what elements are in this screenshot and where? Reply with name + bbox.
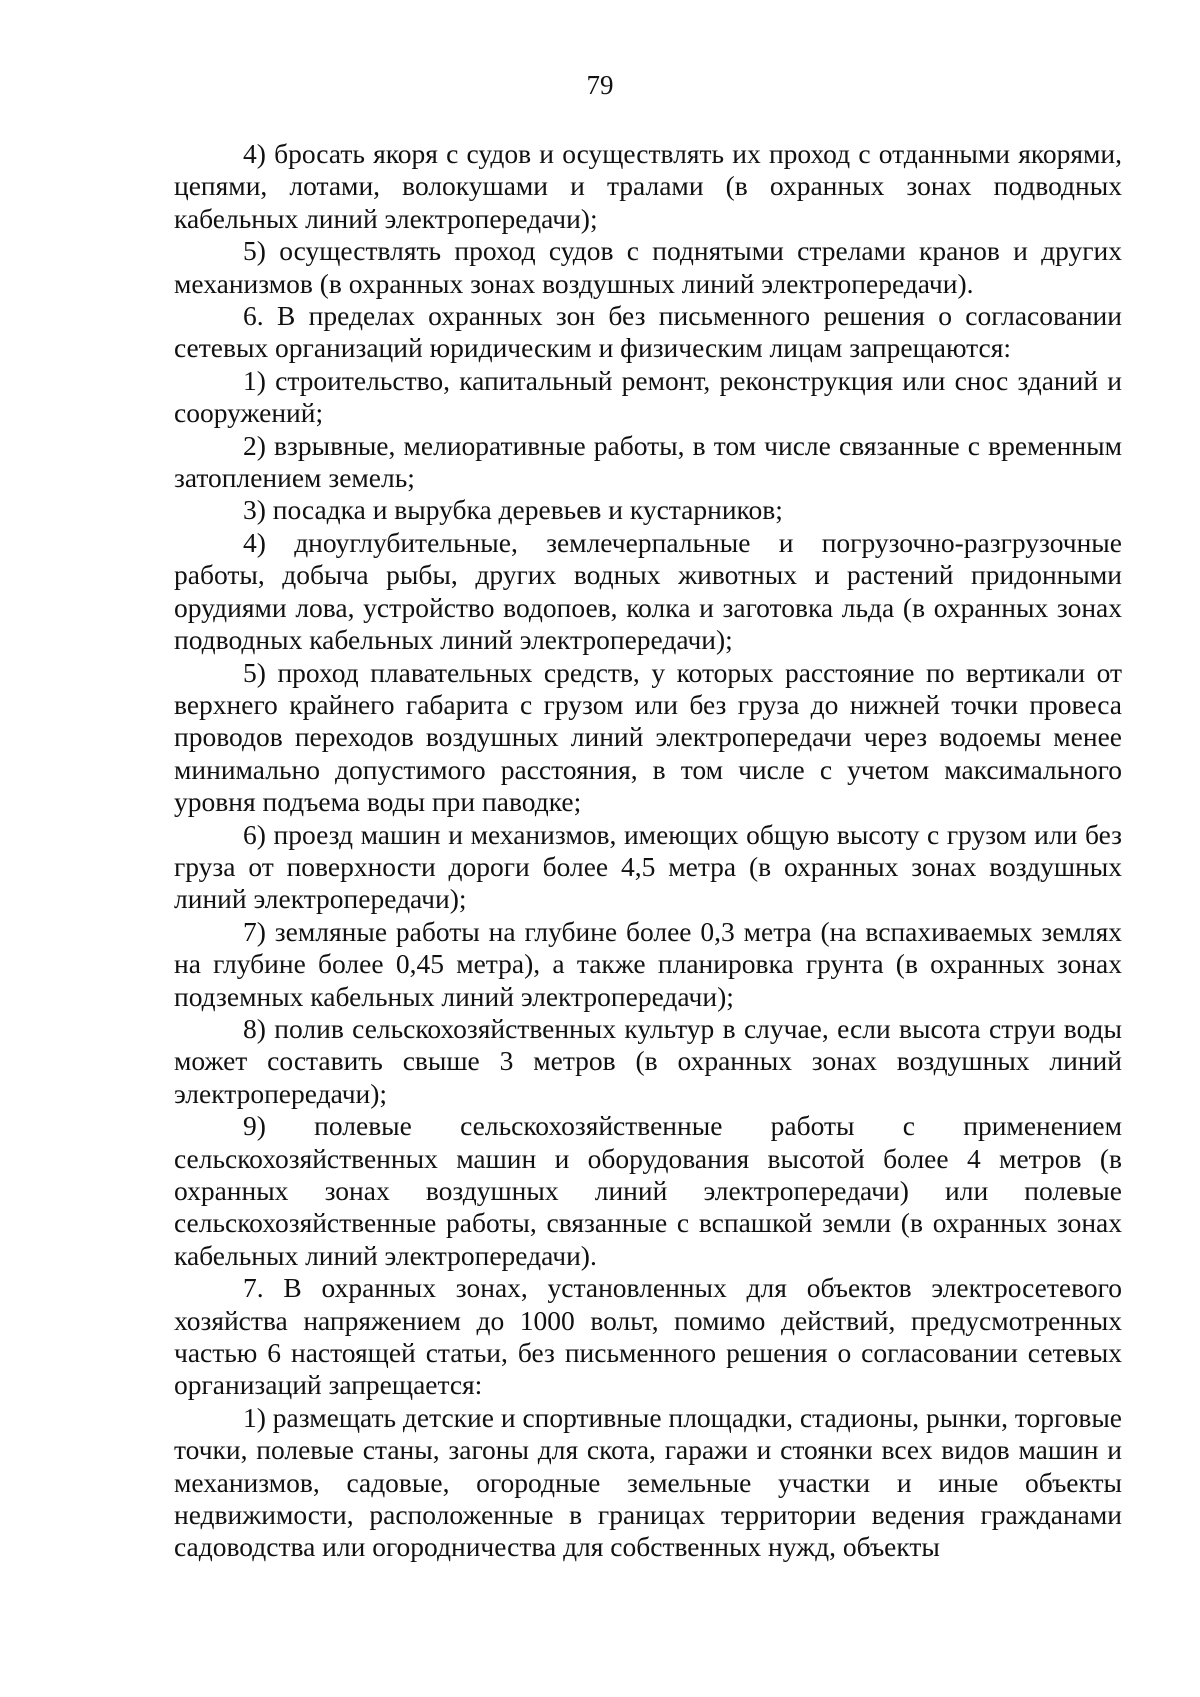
paragraph: 7. В охранных зонах, установленных для объектов электросетевого хозяйства напряжением до 1000 вольт, помимо действий, предусмотренных частью 6 настоящей статьи, без письменного решения о согласовании сетевых организаций запрещается: [174, 1272, 1122, 1401]
page-number: 79 [586, 70, 614, 100]
document-body [174, 138, 1122, 1564]
paragraph: 1) размещать детские и спортивные площадки, стадионы, рынки, торговые точки, полевые станы, загоны для скота, гаражи и стоянки всех видов машин и механизмов, садовые, огородные земельные участки и иные объекты недвижимости, расположенные в границах территории ведения гражданами садоводства или огородничества для собственных нужд, объекты [174, 1401, 1122, 1563]
paragraph: 9) полевые сельскохозяйственные работы с применением сельскохозяйственных машин и оборудования высотой более 4 метров (в охранных зонах воздушных линий электропередачи) или полевые сельскохозяйственные работы, связанные с вспашкой земли (в охранных зонах кабельных линий электропередачи). [174, 1110, 1122, 1271]
paragraph: 1) строительство, капитальный ремонт, реконструкция или снос зданий и сооружений; [174, 364, 1122, 429]
paragraph: 6) проезд машин и механизмов, имеющих общую высоту с грузом или без груза от поверхности дороги более 4,5 метра (в охранных зонах воздушных линий электропередачи); [174, 818, 1122, 915]
paragraph: 3) посадка и вырубка деревьев и кустарников; [243, 494, 783, 526]
paragraph: 4) дноуглубительные, землечерпальные и погрузочно-разгрузочные работы, добыча рыбы, других водных животных и растений придонными орудиями лова, устройство водопоев, колка и заготовка льда (в охранных зонах подводных кабельных линий электропередачи); [174, 526, 1122, 656]
paragraph: 6. В пределах охранных зон без письменного решения о согласовании сетевых организаций юридическим и физическим лицам запрещаются: [174, 300, 1122, 364]
paragraph: 4) бросать якоря с судов и осуществлять их проход с отданными якорями, цепями, лотами, волокушами и тралами (в охранных зонах подводных кабельных линий электропередачи); [174, 138, 1122, 234]
paragraph: 5) проход плавательных средств, у которых расстояние по вертикали от верхнего крайнего габарита с грузом или без груза до нижней точки провеса проводов переходов воздушных линий электропередачи через водоемы менее минимально допустимого расстояния, в том числе с учетом максимального уровня подъема воды при паводке; [174, 656, 1122, 818]
paragraph: 5) осуществлять проход судов с поднятыми стрелами кранов и других механизмов (в охранных зонах воздушных линий электропередачи). [174, 235, 1122, 299]
paragraph: 2) взрывные, мелиоративные работы, в том числе связанные с временным затоплением земель; [174, 429, 1122, 494]
paragraph: 8) полив сельскохозяйственных культур в случае, если высота струи воды может составить свыше 3 метров (в охранных зонах воздушных линий электропередачи); [174, 1012, 1122, 1109]
paragraph: 7) земляные работы на глубине более 0,3 метра (на вспахиваемых землях на глубине более 0,45 метра), а также планировка грунта (в охранных зонах подземных кабельных линий электропередачи); [174, 915, 1122, 1012]
